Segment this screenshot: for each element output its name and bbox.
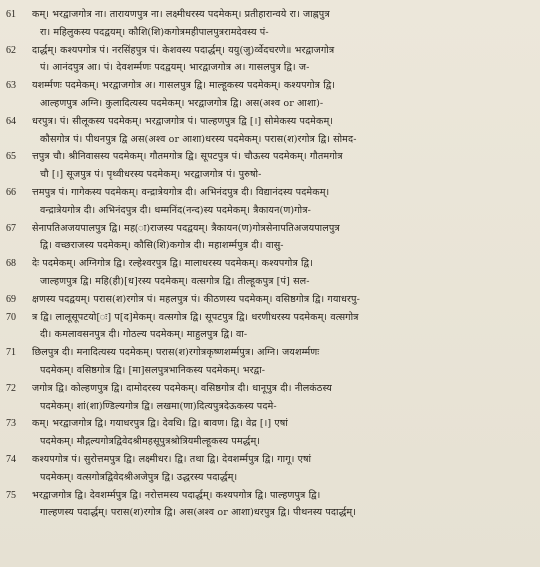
- text-line: [6, 309, 534, 327]
- text-line: [6, 415, 534, 433]
- line-text: पदमेकम्। वसिष्ठगोत्र द्वि। [मा]सलपुत्रभानिकस्य पदमेकम्। भरद्वा-: [40, 364, 266, 376]
- line-text: दी। कमलावसनपुत्र दी। गोठल्य पदमेकम्। माहुलपुत्र द्वि। वा-: [40, 329, 248, 341]
- line-number: 69: [6, 293, 16, 305]
- text-line: [6, 202, 534, 220]
- line-number: 70: [6, 311, 16, 323]
- text-line: [6, 362, 534, 380]
- text-line: [6, 398, 534, 416]
- text-line: [6, 113, 534, 131]
- line-text: वन्द्रात्रेयगोत्र दी। अभिनंदपुत्र दी। धम्मनिंद(नन्द)स्य पदमेकम्। त्रैकायन(ण)गोत्र-: [40, 204, 311, 216]
- line-text: गाल्हणस्य पदार्द्धम्। परास(श)रगोत्र द्वि। अस(अश्व or आशा)धरपुत्र द्वि। पीथनस्य पदार्द्धम्।: [40, 507, 356, 519]
- text-line: [6, 24, 534, 42]
- line-text: आल्हणपुत्र अग्नि। कुलादित्यस्य पदमेकम्। भरद्वाजगोत्र द्वि। अस(अश्व or आशा)-: [40, 97, 324, 109]
- line-text: त्तमपुत्र पं। गागेकस्य पदमेकम्। वन्द्रात्रेयगोत्र दी। अभिनंदपुत्र दी। विद्यानंदस्य पदमेकम्।: [32, 186, 330, 198]
- text-line: [6, 131, 534, 149]
- line-text: दार्द्धम्। कश्यपगोत्र पं। नरसिंहपुत्र पं। केशवस्य पदार्द्धम्। ययु(जु)र्व्वेदचरणे॥ भरद्वाजगोत्र: [32, 44, 335, 56]
- text-line: [6, 344, 534, 362]
- text-line: [6, 255, 534, 273]
- line-text: द्वि। वच्छराजस्य पदमेकम्। कौसि(शि)कगोत्र दी। महाशर्म्मपुत्र दी। वासु-: [40, 240, 284, 252]
- line-text: त्र द्वि। लालूसूपटयो[ः] प[द]मेकम्। वत्सगोत्र द्वि। सूपटपुत्र द्वि। धरणीधरस्य पदमेकम्। वत्सगोत्र: [32, 311, 359, 323]
- line-number: 72: [6, 382, 16, 394]
- text-line: [6, 95, 534, 113]
- line-text: जगोत्र द्वि। कोल्हणपुत्र द्वि। दामोदरस्य पदमेकम्। वसिष्ठगोत्र दी। धानूपुत्र दी। नीलकंठस्य: [32, 382, 332, 394]
- line-number: 61: [6, 9, 16, 20]
- line-number: 74: [6, 453, 16, 465]
- line-text: पदमेकम्। शां(शा)ण्डिल्यगोत्र द्वि। लखमा(णा)दित्यपुत्रदेऊकस्य पदमे-: [40, 400, 277, 412]
- line-number: 64: [6, 115, 16, 127]
- line-number: 75: [6, 489, 16, 501]
- text-line: [6, 77, 534, 95]
- line-number: 71: [6, 347, 16, 359]
- line-text: कश्यपगोत्र पं। सुरोत्तमपुत्र द्वि। लक्ष्मीधर। द्वि। तथा द्वि। देवशर्म्मपुत्र द्वि। गागू। एषां: [32, 453, 312, 465]
- text-line: [6, 166, 534, 184]
- line-text: कम्। भरद्वाजगोत्र द्वि। गयाधरपुत्र द्वि। देवधि। द्वि। बावण। द्वि। वेद्र [।] एषां: [32, 418, 288, 430]
- text-line: [6, 504, 534, 522]
- text-line: [6, 184, 534, 202]
- line-number: 73: [6, 418, 16, 430]
- line-text: छिलपुत्र दी। मनादित्यस्य पदमेकम्। परास(श)रगोत्रकृष्णशर्म्मपुत्र। अग्नि। जयशर्म्मणः: [32, 347, 320, 359]
- text-line: [6, 451, 534, 469]
- line-text: रा। महिलुकस्य पदद्वयम्। कौशि(शि)कगोत्रमहीपालपुत्ररामदेवस्य पं-: [40, 26, 269, 38]
- line-number: 66: [6, 186, 16, 198]
- line-text: पं। आनंदपुत्र आ। पं। देवशर्म्मणः पदद्वयम्। भारद्वाजगोत्र अ। गासलपुत्र द्वि। ज-: [40, 62, 310, 74]
- text-line: [6, 273, 534, 291]
- text-line: [6, 380, 534, 398]
- line-text: धरपुत्र। पं। सीलूकस्य पदमेकम्। भरद्वाजगोत्र पं। पाल्हणपुत्र द्वि [।] सोमेकस्य पदमेकम्।: [32, 115, 334, 127]
- text-line: [6, 433, 534, 451]
- line-text: देः पदमेकम्। अग्निगोत्र द्वि। रल्हेश्वरपुत्र द्वि। मालाधरस्य पदमेकम्। कश्यपगोत्र द्वि।: [32, 258, 313, 270]
- text-line: [6, 326, 534, 344]
- line-text: त्तपुत्र चौ। श्रीनिवासस्य पदमेकम्। गौतमगोत्र द्वि। सूपटपुत्र पं। चौऊस्य पदमेकम्। गौतमगोत्र: [32, 151, 343, 163]
- line-text: यशर्म्मणः पदमेकम्। भरद्वाजगोत्र अ। गासलपुत्र द्वि। माल्हूकस्य पदमेकम्। कश्यपगोत्र द्वि।: [32, 80, 336, 92]
- line-number: 65: [6, 151, 16, 163]
- line-text: पदमेकम्। वत्सगोत्रद्विवेदश्रीअजेपुत्र द्वि। उद्धरस्य पदार्द्धम्।: [40, 471, 238, 483]
- line-text: क्षणस्य पदद्वयम्। परास(श)रगोत्र पं। महलपुत्र पं। कीठणस्य पदमेकम्। वसिष्ठगोत्र द्वि। गयाधरपु-: [32, 293, 360, 305]
- line-text: जाल्हणपुत्र द्वि। महि(ही)[ध]रस्य पदमेकम्। वत्सगोत्र द्वि। तील्हूकपुत्र [पं] सल-: [40, 275, 310, 287]
- text-line: [6, 469, 534, 487]
- text-line: [6, 487, 534, 505]
- line-number: 68: [6, 258, 16, 270]
- line-text: पदमेकम्। मौद्गल्यगोत्रद्विवेदश्रीमहसूपुत्रश्रोत्रियमील्हूकस्य पमर्द्धम्।: [40, 436, 261, 448]
- text-line: [6, 220, 534, 238]
- line-number: 62: [6, 44, 16, 56]
- line-number: 63: [6, 80, 16, 92]
- text-line: [6, 237, 534, 255]
- line-text: सेनापतिअजयपालपुत्र द्वि। मह(ा)राजस्य पदद्वयम्। त्रैकायन(ण)गोत्रसेनापतिअजयपालपुत्र: [32, 222, 340, 234]
- text-line: [6, 148, 534, 166]
- text-lines: [6, 6, 534, 522]
- text-line: [6, 291, 534, 309]
- text-line: [6, 6, 534, 24]
- line-number: 67: [6, 222, 16, 234]
- text-line: [6, 42, 534, 60]
- line-text: कम्। भरद्वाजगोत्र ना। तारायणपुत्र ना। लक्ष्मीधरस्य पदमेकम्। प्रतीहारान्वये रा। जाह्नपुत्र: [32, 9, 330, 20]
- line-text: चौ [।] सूजपुत्र पं। पृथ्वीधरस्य पदमेकम्। भरद्वाजगोत्र पं। पुरुषो-: [40, 169, 262, 181]
- text-line: [6, 59, 534, 77]
- line-text: भरद्वाजगोत्र द्वि। देवशर्म्मपुत्र द्वि। नरोत्तमस्य पदार्द्धम्। कश्यपगोत्र द्वि। पाल्हणपुत्र द्वि।: [32, 489, 321, 501]
- line-text: कौसगोत्र पं। पीथनपुत्र द्वि अस(अश्व or आशा)धरस्य पदमेकम्। परास(श)रगोत्र द्वि। सोमद-: [40, 133, 357, 145]
